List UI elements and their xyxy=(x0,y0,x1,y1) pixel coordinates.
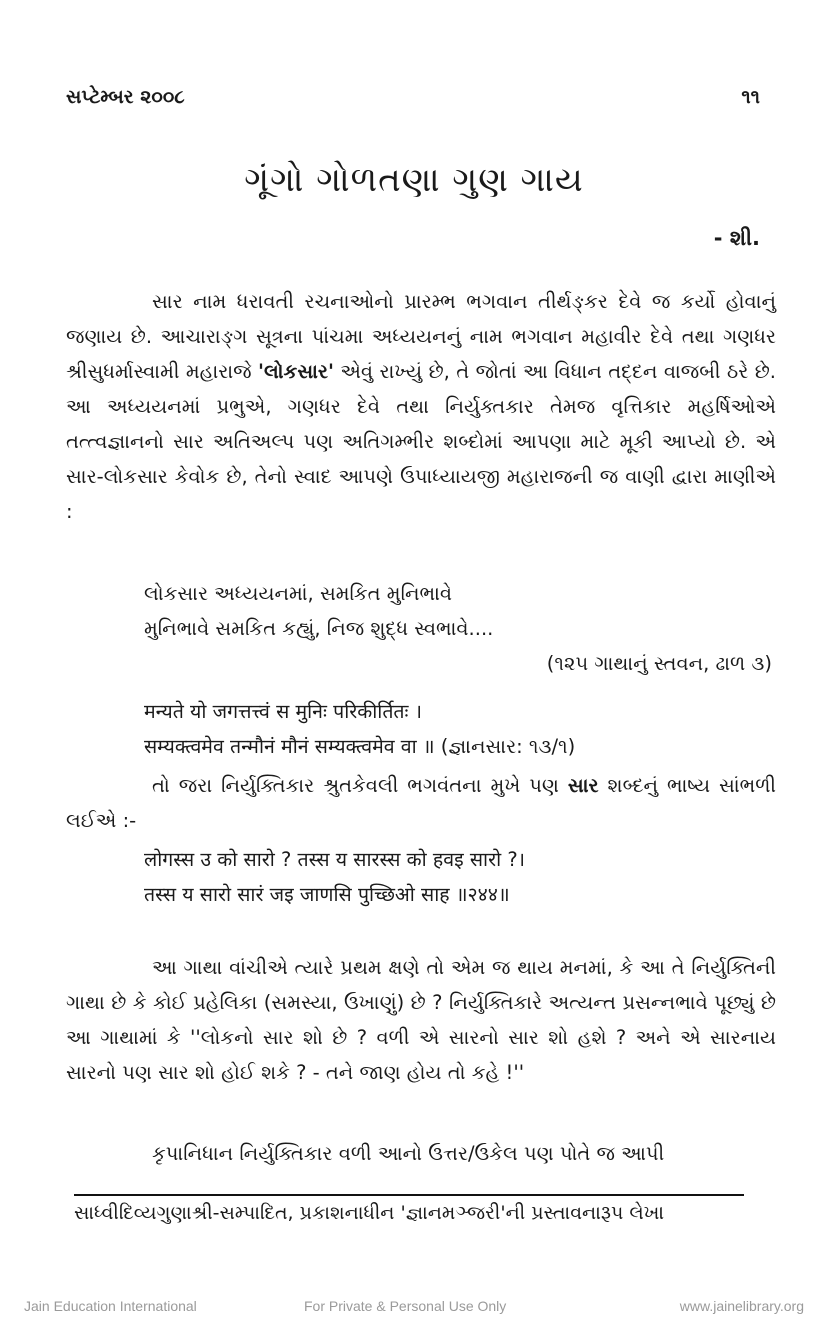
verse-reference: (૧૨૫ ગાથાનું સ્તવન, ઢાળ ૩) xyxy=(546,652,772,675)
verse-line: મુનિભાવે સમકિત કહ્યું, નિજ શુદ્ધ સ્વભાવે.... xyxy=(144,617,494,640)
emphasis-lokasar: 'લોકસાર' xyxy=(257,360,334,383)
footer-website-link[interactable]: www.jainelibrary.org xyxy=(679,1298,804,1314)
paragraph-3-block xyxy=(66,950,776,1090)
verse-line: लोगस्स उ को सारो ? तस्स य सारस्स को हवइ सारो ?। xyxy=(144,848,526,871)
footnote-divider xyxy=(74,1194,744,1196)
paragraph-text: શબ્દનું ભાષ્ય સાંભળી લઈએ :- xyxy=(66,774,776,832)
article-title: ગૂંગો ગોળતણા ગુણ ગાય xyxy=(244,160,584,200)
article-body xyxy=(66,284,776,529)
verse-block-1 xyxy=(66,576,776,681)
footer-publisher: Jain Education International xyxy=(24,1298,197,1314)
verse-line: मन्यते यो जगत्तत्त्वं स मुनिः परिकीर्तितः । xyxy=(144,700,423,723)
paragraph-3: આ ગાથા વાંચીએ ત્યારે પ્રથમ ક્ષણે તો એમ જ થાય મનમાં, કે આ તે નિર્યુક્તિની ગાથા છે કે કોઈ પ્રહેલિકા (સમસ્યા, ઉખાણું) છે ? નિર્યુક્તિકારે અત્યન્ત પ્રસન્નભાવે પૂછ્યું છે આ ગાથામાં કે ''લોકનો સાર શો છે ? વળી એ સારનો સાર શો હશે ? અને એ સારનાય સારનો પણ સાર શો હોઈ શકે ? - તને જાણ હોય તો કહે !'' xyxy=(66,956,776,1084)
verse-line: तस्स य सारो सारं जइ जाणसि पुच्छिओ साह ॥२४४॥ xyxy=(144,883,510,906)
paragraph-2-block xyxy=(66,768,776,838)
paragraph-text: સાર નામ ધરાવતી રચનાઓનો પ્રારમ્ભ ભગવાન તીર્થઙ્કર દેવે જ કર્યો હોવાનું જણાય છે. આચારાઙ્ગ સૂત્રના પાંચમા અધ્યયનનું નામ ભગવાન મહાવીર દેવે તથા ગણધર શ્રીસુધર્માસ્વામી મહારાજે xyxy=(66,290,776,383)
running-head: સપ્ટેમ્બર ૨૦૦૮ xyxy=(66,86,185,108)
paragraph-text: તો જરા નિર્યુક્તિકાર શ્રુતકેવલી ભગવંતના મુખે પણ xyxy=(152,774,568,797)
paragraph-4: કૃપાનિધાન નિર્યુક્તિકાર વળી આનો ઉત્તર/ઉકેલ પણ પોતે જ આપી xyxy=(152,1142,665,1165)
page-number: ૧૧ xyxy=(741,86,760,108)
verse-line: सम्यक्त्वमेव तन्मौनं मौनं सम्यक्त्वमेव वा ॥ (જ્ઞાનસાર: ૧૩/૧) xyxy=(144,735,576,758)
emphasis-sar: સાર xyxy=(567,774,599,797)
paragraph-1 xyxy=(66,284,776,529)
paragraph-4-block xyxy=(66,1136,776,1171)
verse-line: લોકસાર અધ્યયનમાં, સમકિત મુનિભાવે xyxy=(144,582,453,605)
verse-block-3 xyxy=(66,842,776,912)
footer-usage-notice: For Private & Personal Use Only xyxy=(304,1298,507,1314)
paragraph-text: એવું રાખ્યું છે, તે જોતાં આ વિધાન તદ્દન વાજબી ઠરે છે. આ અધ્યયનમાં પ્રભુએ, ગણધર દેવે તથા નિર્યુક્તકાર તેમજ વૃત્તિકાર મહર્ષિઓએ તત્ત્વજ્ઞાનનો સાર અતિઅલ્પ પણ અતિગમ્ભીર શબ્દોમાં આપણા માટે મૂકી આપ્યો છે. એ સાર-લોકસાર કેવોક છે, તેનો સ્વાદ આપણે ઉપાધ્યાયજી મહારાજની જ વાણી દ્વારા માણીએ : xyxy=(66,360,776,523)
article-byline: - શી. xyxy=(713,226,760,250)
verse-block-2 xyxy=(66,694,776,764)
paragraph-2 xyxy=(66,768,776,838)
footnote: સાધ્વીદિવ્યગુણાશ્રી-સમ્પાદિત, પ્રકાશનાધીન 'જ્ઞાનમઞ્જરી'ની પ્રસ્તાવનારૂપ લેખ। xyxy=(74,1202,665,1224)
